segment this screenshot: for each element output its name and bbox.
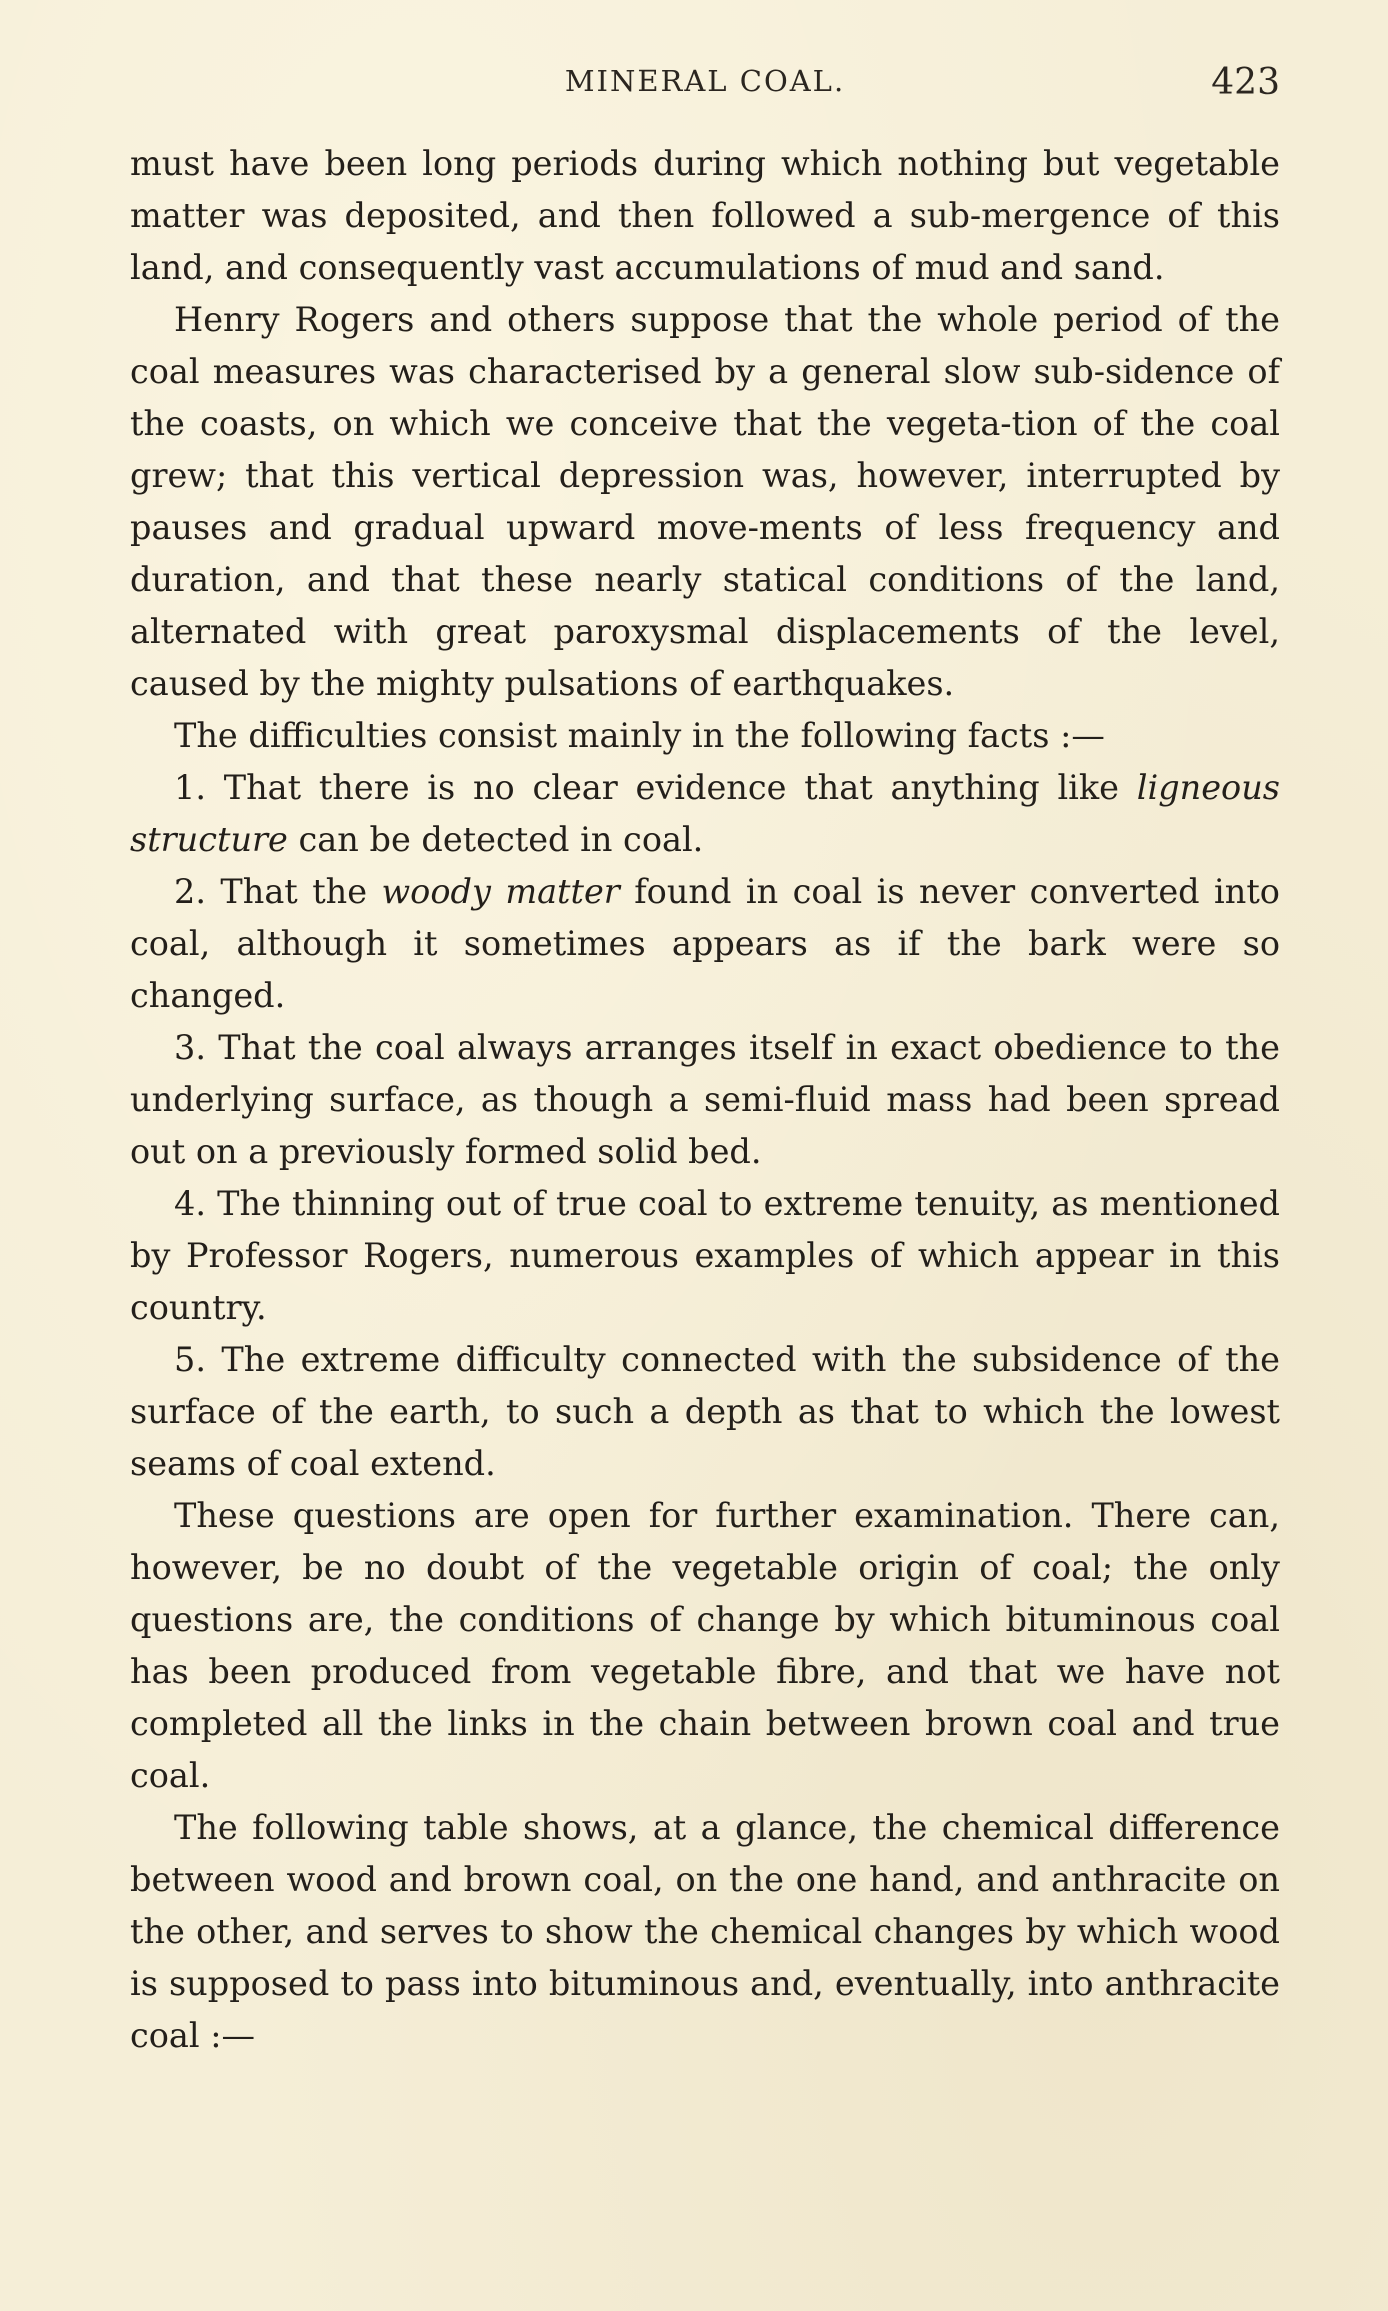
list-item-1-emphasis: ligneous structure: [130, 768, 1280, 859]
list-item-4: 4. The thinning out of true coal to extreme tenuity, as mentioned by Professor Rogers, numerous examples of which appear in this country.: [130, 1184, 1280, 1327]
list-item-2-text-a: 2. That the: [174, 872, 382, 911]
list-item-1: [130, 762, 1280, 866]
list-item-2-emphasis: woody matter: [381, 872, 620, 911]
paragraph-table-intro: The following table shows, at a glance, the chemical difference between wood and brown coal, on the one hand, and anthracite on the other, and serves to show the chemical changes by which wood is supposed to pass into bituminous and, eventually, into anthracite coal :—: [130, 1808, 1280, 2055]
body-text: [130, 138, 1280, 2062]
page-number: 423: [1211, 62, 1280, 103]
list-item-1-text-a: 1. That there is no clear evidence that anything like: [174, 768, 1137, 807]
list-item-5: 5. The extreme difficulty connected with the subsidence of the surface of the earth, to such a depth as that to which the lowest seams of coal extend.: [130, 1340, 1280, 1483]
list-item-2-text-b: found in coal is never converted into coal, although it sometimes appears as if the bark were so changed.: [130, 872, 1280, 1015]
running-head: [130, 58, 1280, 108]
list-item-2: [130, 866, 1280, 1022]
paragraph-open-questions: These questions are open for further examination. There can, however, be no doubt of the vegetable origin of coal; the only questions are, the conditions of change by which bituminous coal has been produced from vegetable fibre, and that we have not completed all the links in the chain between brown coal and true coal.: [130, 1496, 1280, 1795]
paragraph-continued: must have been long periods during which nothing but vegetable matter was deposited, and then followed a sub-mergence of this land, and consequently vast accumulations of mud and sand.: [130, 144, 1280, 287]
list-item-1-text-b: can be detected in coal.: [287, 820, 704, 859]
paragraph-rogers-theory: Henry Rogers and others suppose that the whole period of the coal measures was characterised by a general slow sub-sidence of the coasts, on which we conceive that the vegeta-tion of the coal grew; that this vertical depression was, however, interrupted by pauses and gradual upward move-ments of less frequency and duration, and that these nearly statical conditions of the land, alternated with great paroxysmal displacements of the level, caused by the mighty pulsations of earthquakes.: [130, 300, 1280, 703]
list-item-3: 3. That the coal always arranges itself in exact obedience to the underlying surface, as though a semi-fluid mass had been spread out on a previously formed solid bed.: [130, 1028, 1280, 1171]
paragraph-difficulties-intro: The difficulties consist mainly in the following facts :—: [174, 716, 1105, 755]
running-title: MINERAL COAL.: [564, 64, 846, 98]
